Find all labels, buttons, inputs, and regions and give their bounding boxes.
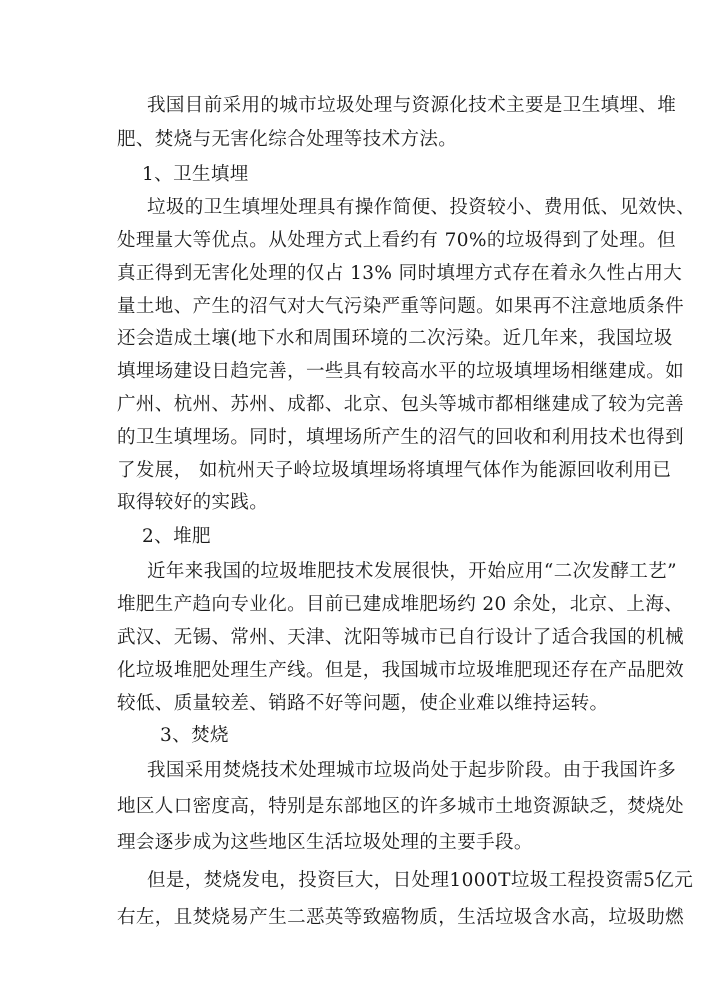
paragraph-line: 较低、质量较差、销路不好等问题，使企业难以维持运转。 xyxy=(117,693,609,714)
section-heading-landfill: 1、卫生填埋 xyxy=(142,164,249,185)
paragraph-line: 肥、焚烧与无害化综合处理等技术方法。 xyxy=(117,129,458,150)
paragraph-line: 了发展， 如杭州天子岭垃圾填埋场将填埋气体作为能源回收利用已 xyxy=(117,460,672,481)
paragraph-line: 广州、杭州、苏州、成都、北京、包头等城市都相继建成了较为完善 xyxy=(117,394,685,415)
paragraph-line: 还会造成土壤(地下水和周围环境的二次污染。近几年来，我国垃圾 xyxy=(117,328,673,349)
paragraph-line: 填埋场建设日趋完善，一些具有较高水平的垃圾填埋场相继建成。如 xyxy=(117,361,685,382)
paragraph-line: 武汉、无锡、常州、天津、沈阳等城市已自行设计了适合我国的机械 xyxy=(117,627,685,648)
paragraph-line: 处理量大等优点。从处理方式上看约有 70%的垃圾得到了处理。但 xyxy=(117,230,676,251)
section-heading-incineration: 3、焚烧 xyxy=(160,725,229,746)
paragraph-line: 理会逐步成为这些地区生活垃圾处理的主要手段。 xyxy=(117,832,533,853)
paragraph-line: 右左，且焚烧易产生二恶英等致癌物质，生活垃圾含水高，垃圾助燃 xyxy=(117,907,685,928)
paragraph-line: 地区人口密度高，特别是东部地区的许多城市土地资源缺乏，焚烧处 xyxy=(117,796,685,817)
paragraph-line: 堆肥生产趋向专业化。目前已建成堆肥场约 20 余处，北京、上海、 xyxy=(117,594,684,615)
paragraph-line: 我国采用焚烧技术处理城市垃圾尚处于起步阶段。由于我国许多 xyxy=(147,760,677,781)
section-heading-compost: 2、堆肥 xyxy=(142,526,211,547)
paragraph-line: 近年来我国的垃圾堆肥技术发展很快，开始应用“二次发酵工艺” xyxy=(147,561,678,582)
paragraph-line: 垃圾的卫生填埋处理具有操作简便、投资较小、费用低、见效快、 xyxy=(147,197,696,218)
paragraph-line: 我国目前采用的城市垃圾处理与资源化技术主要是卫生填埋、堆 xyxy=(147,95,677,116)
paragraph-line: 取得较好的实践。 xyxy=(117,492,269,513)
paragraph-line: 量土地、产生的沼气对大气污染严重等问题。如果再不注意地质条件 xyxy=(117,296,685,317)
paragraph-line: 真正得到无害化处理的仅占 13% 同时填埋方式存在着永久性占用大 xyxy=(117,263,683,284)
paragraph-line: 的卫生填埋场。同时，填埋场所产生的沼气的回收和利用技术也得到 xyxy=(117,427,685,448)
paragraph-line: 但是，焚烧发电，投资巨大，日处理1000T垃圾工程投资需5亿元 xyxy=(147,870,694,891)
paragraph-line: 化垃圾堆肥处理生产线。但是，我国城市垃圾堆肥现还存在产品肥效 xyxy=(117,660,685,681)
